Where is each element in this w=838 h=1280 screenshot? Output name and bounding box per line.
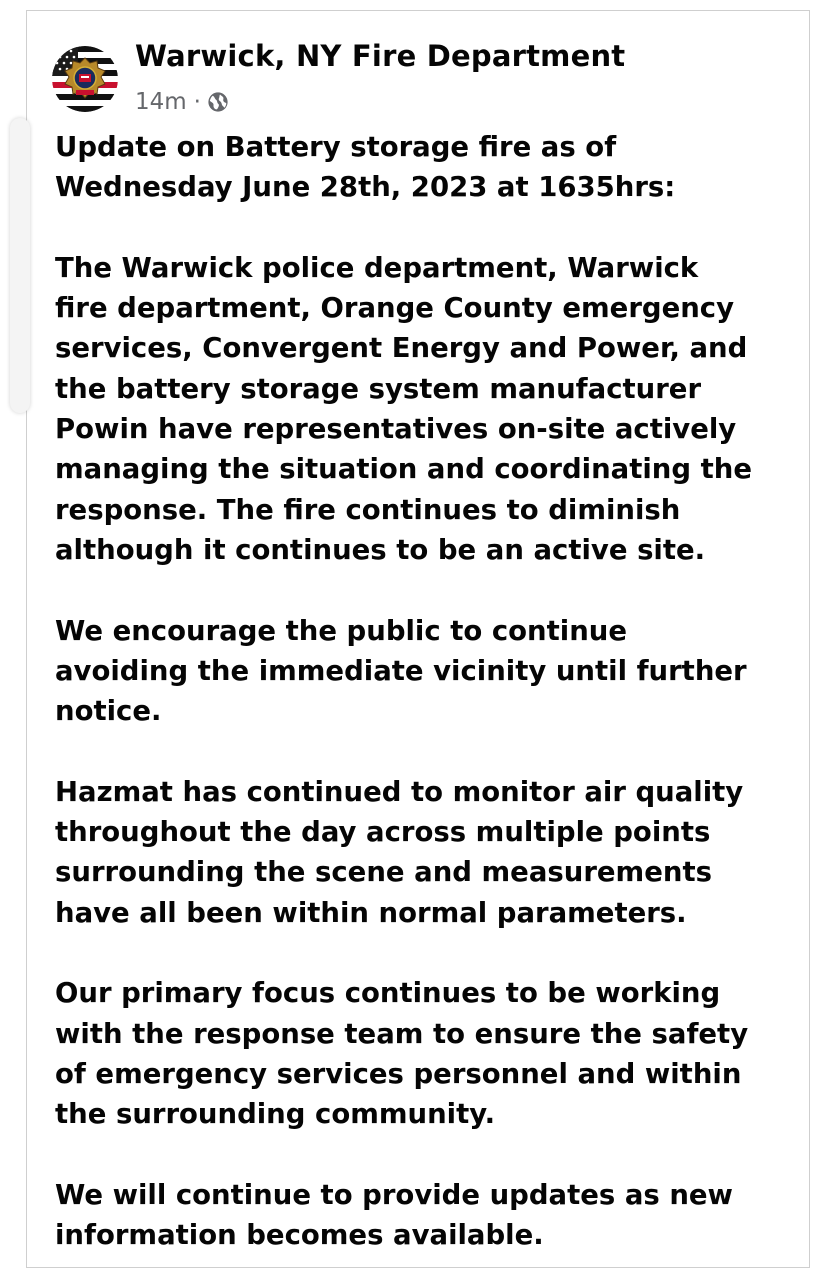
post-paragraph: Our primary focus continues to be working with the response team to ensure the safety of emergency services personnel and within the surrounding community. [55,977,749,1131]
post-paragraph: We will continue to provide updates as new information becomes available. [55,1178,733,1252]
post-timestamp[interactable]: 14m [135,89,187,115]
department-logo-icon [52,46,118,112]
avatar[interactable] [52,46,118,112]
post-paragraph: Update on Battery storage fire as of Wednesday June 28th, 2023 at 1635hrs: [55,131,676,204]
scroll-indicator[interactable] [10,118,30,413]
post-paragraph: We encourage the public to continue avoiding the immediate vicinity until further notice. [55,614,747,728]
post-paragraph: The Warwick police department, Warwick fire department, Orange County emergency services, Convergent Energy and Power, and the battery storage system manufacturer Powin have representatives on-site actively managing the situation and coordinating the response. The fire continues to diminish although it continues to be an active site. [55,251,753,566]
post-paragraph: Hazmat has continued to monitor air quality throughout the day across multiple points surrounding the scene and measurements have all been within normal parameters. [55,775,744,929]
page-name[interactable]: Warwick, NY Fire Department [135,39,626,73]
meta-separator: · [193,89,201,115]
globe-icon[interactable] [207,91,229,113]
post-body [55,127,800,1255]
post-meta [135,85,229,119]
